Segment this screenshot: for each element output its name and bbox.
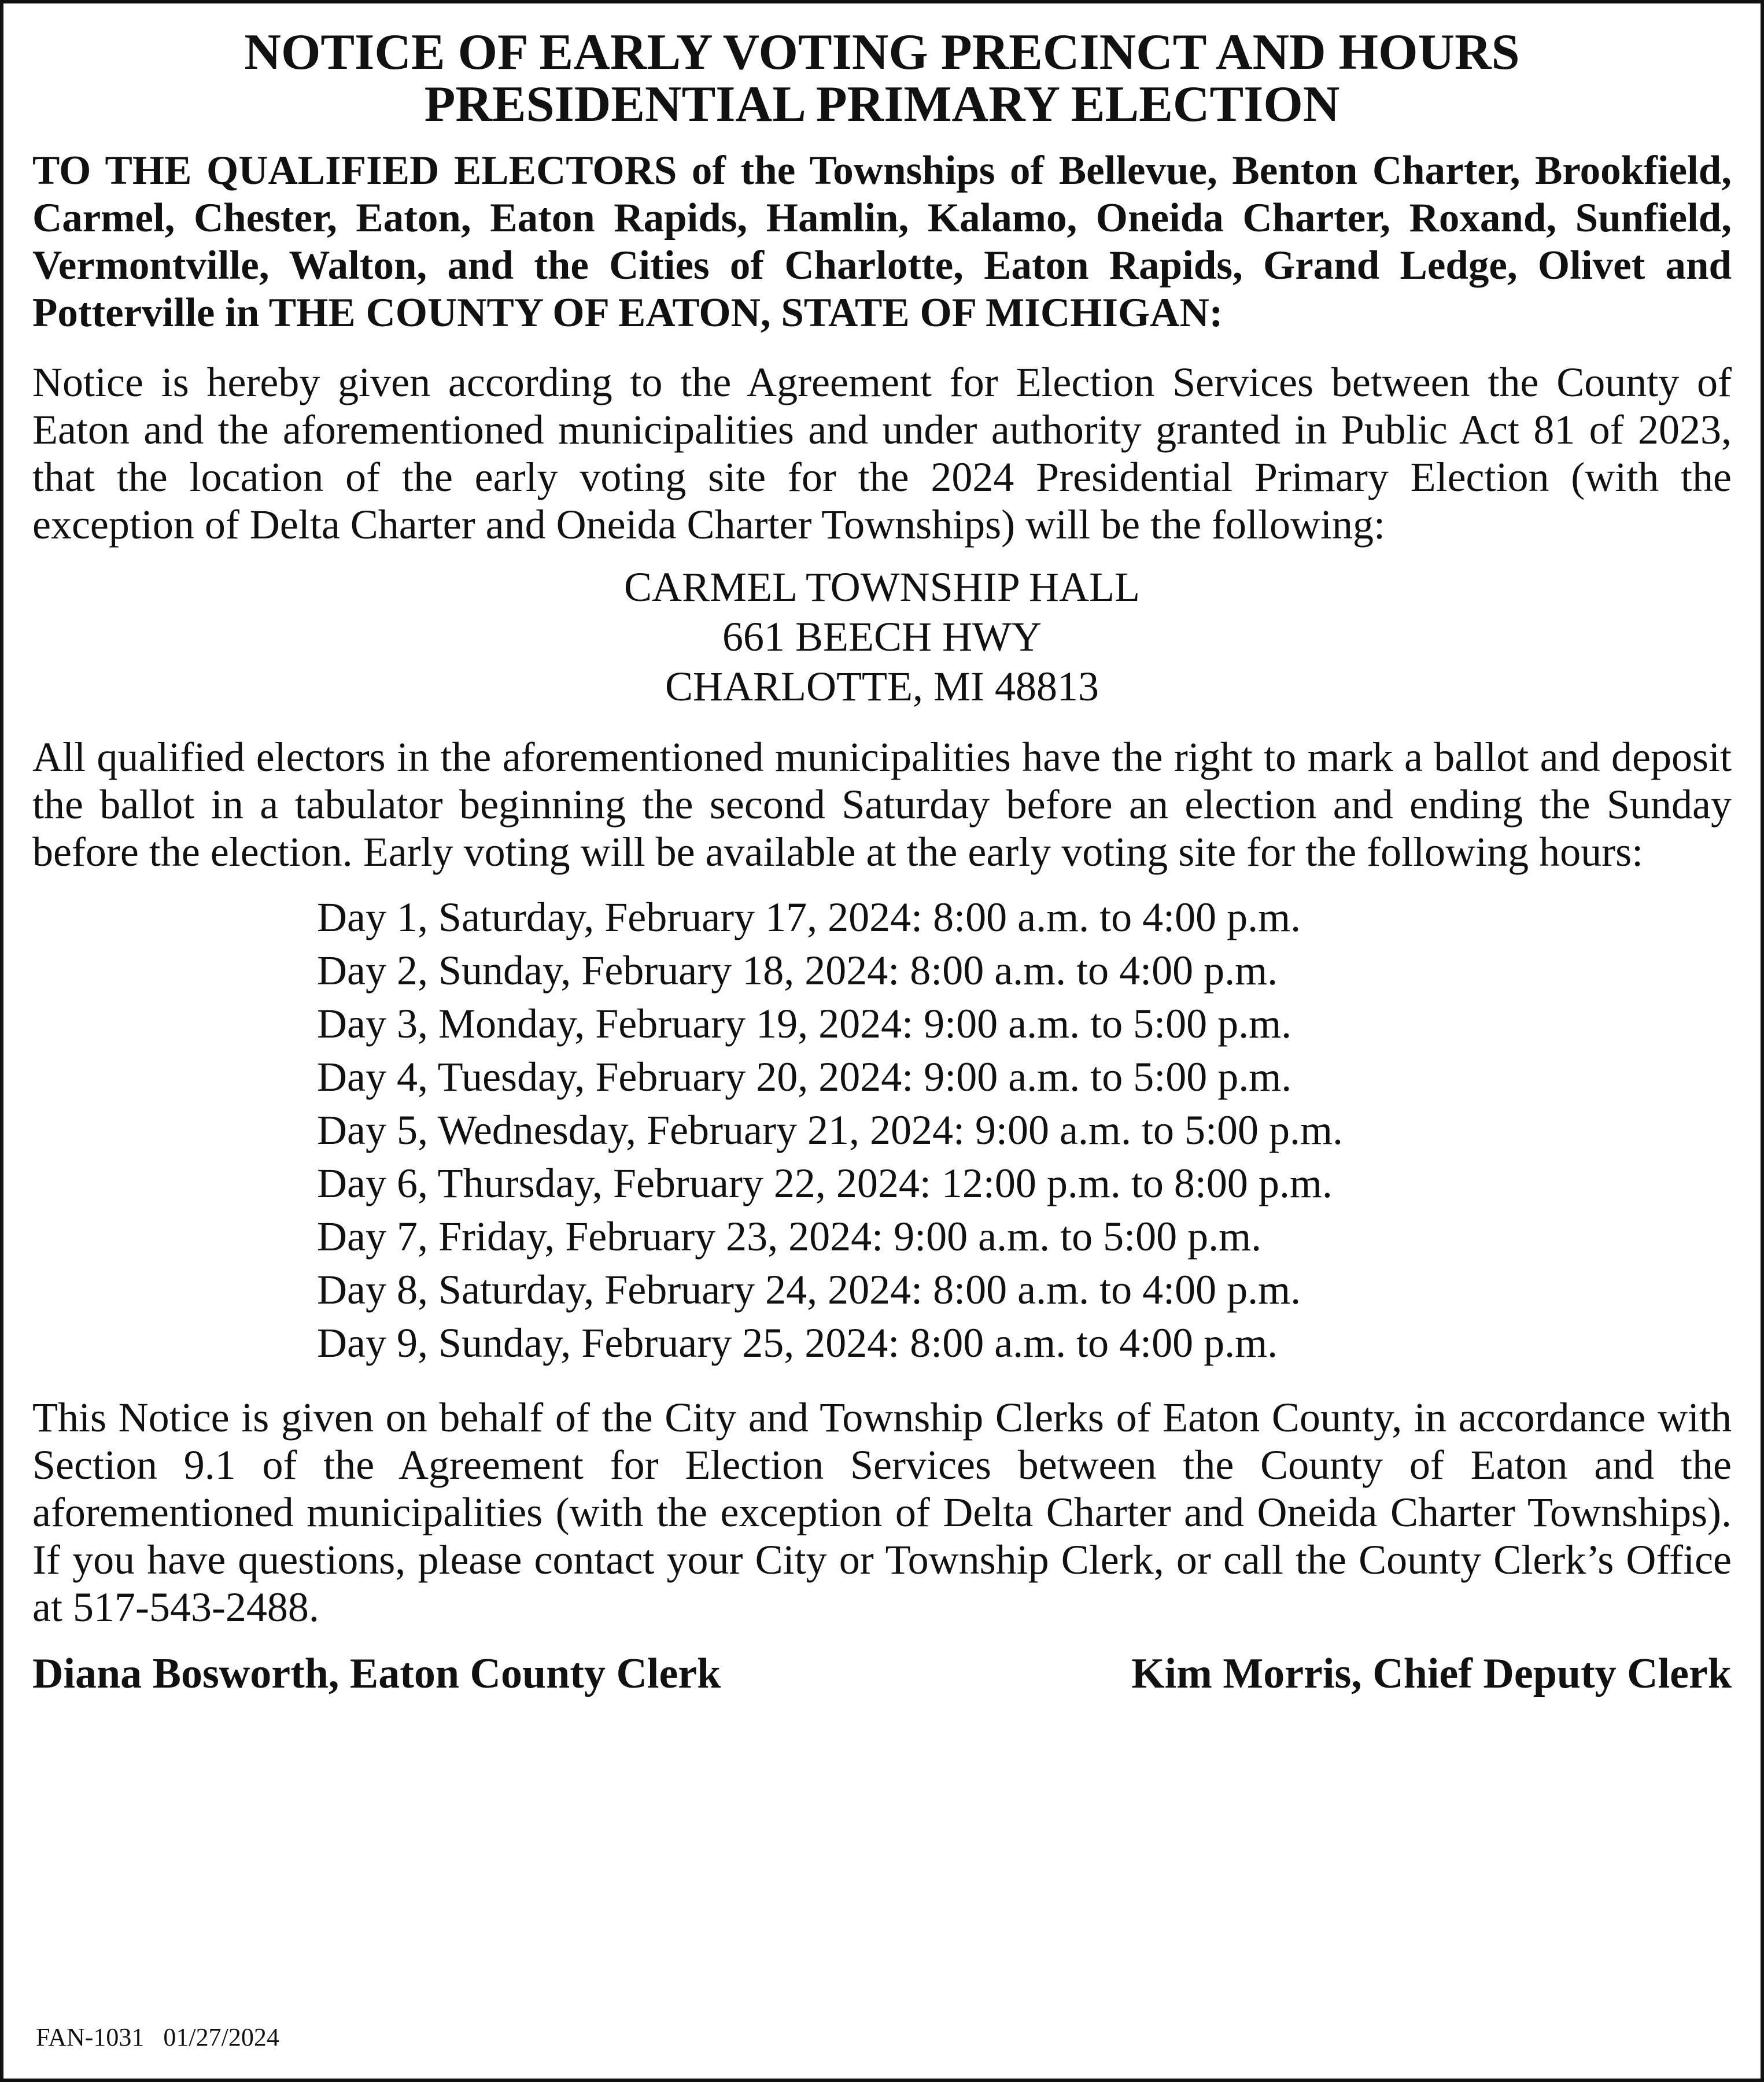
title-line-2: PRESIDENTIAL PRIMARY ELECTION: [424, 76, 1340, 132]
hours-item: Day 5, Wednesday, February 21, 2024: 9:00 a.m. to 5:00 p.m.: [317, 1107, 1343, 1153]
deputy-clerk-signature: Kim Morris, Chief Deputy Clerk: [1131, 1650, 1732, 1697]
hours-item: Day 7, Friday, February 23, 2024: 9:00 a.m. to 5:00 p.m.: [317, 1213, 1262, 1260]
title-line-1: NOTICE OF EARLY VOTING PRECINCT AND HOURS: [244, 24, 1520, 80]
behalf-paragraph: This Notice is given on behalf of the City and Township Clerks of Eaton County, in accordance with Section 9.1 of the Agreement for Election Services between the County of Eaton and the aforementioned municipalities (with the exception of Delta Charter and Oneida Charter Townships). If you have questions, please contact your City or Township Clerk, or call the County Clerk’s Office at 517-543-2488.: [32, 1394, 1732, 1630]
county-clerk-signature: Diana Bosworth, Eaton County Clerk: [32, 1650, 721, 1697]
address-line-3: CHARLOTTE, MI 48813: [665, 663, 1099, 710]
hours-item: Day 1, Saturday, February 17, 2024: 8:00 a.m. to 4:00 p.m.: [317, 894, 1301, 940]
notice-footer: [36, 2023, 279, 2052]
hours-item: Day 6, Thursday, February 22, 2024: 12:00 p.m. to 8:00 p.m.: [317, 1160, 1333, 1206]
footer-code: FAN-1031: [36, 2023, 145, 2051]
signature-block: [32, 1651, 1732, 1697]
early-voting-hours-list: [317, 891, 1732, 1369]
footer-date: 01/27/2024: [163, 2023, 279, 2051]
voting-site-address: [32, 562, 1732, 711]
hours-item: Day 4, Tuesday, February 20, 2024: 9:00 a.m. to 5:00 p.m.: [317, 1054, 1292, 1100]
notice-title: [32, 24, 1732, 132]
address-line-1: CARMEL TOWNSHIP HALL: [623, 564, 1141, 610]
address-line-2: 661 BEECH HWY: [722, 614, 1042, 660]
hours-item: Day 2, Sunday, February 18, 2024: 8:00 a.m. to 4:00 p.m.: [317, 947, 1278, 994]
hours-item: Day 3, Monday, February 19, 2024: 9:00 a.m. to 5:00 p.m.: [317, 1001, 1292, 1047]
notice-paragraph: Notice is hereby given according to the Agreement for Election Services between the County of Eaton and the aforementioned municipalities and under authority granted in Public Act 81 of 2023, that the location of the early voting site for the 2024 Presidential Primary Election (with the exception of Delta Charter and Oneida Charter Townships) will be the following:: [32, 359, 1732, 548]
electors-paragraph: TO THE QUALIFIED ELECTORS of the Townships of Bellevue, Benton Charter, Brookfield, Carmel, Chester, Eaton, Eaton Rapids, Hamlin, Kalamo, Oneida Charter, Roxand, Sunfield, Vermontville, Walton, and the Cities of Charlotte, Eaton Rapids, Grand Ledge, Olivet and Potterville in THE COUNTY OF EATON, STATE OF MICHIGAN:: [32, 148, 1732, 335]
hours-item: Day 8, Saturday, February 24, 2024: 8:00 a.m. to 4:00 p.m.: [317, 1267, 1301, 1313]
rights-paragraph: All qualified electors in the aforementioned municipalities have the right to mark a ballot and deposit the ballot in a tabulator beginning the second Saturday before an election and ending the Sunday before the election. Early voting will be available at the early voting site for the following hours:: [32, 734, 1732, 875]
hours-item: Day 9, Sunday, February 25, 2024: 8:00 a.m. to 4:00 p.m.: [317, 1320, 1278, 1366]
